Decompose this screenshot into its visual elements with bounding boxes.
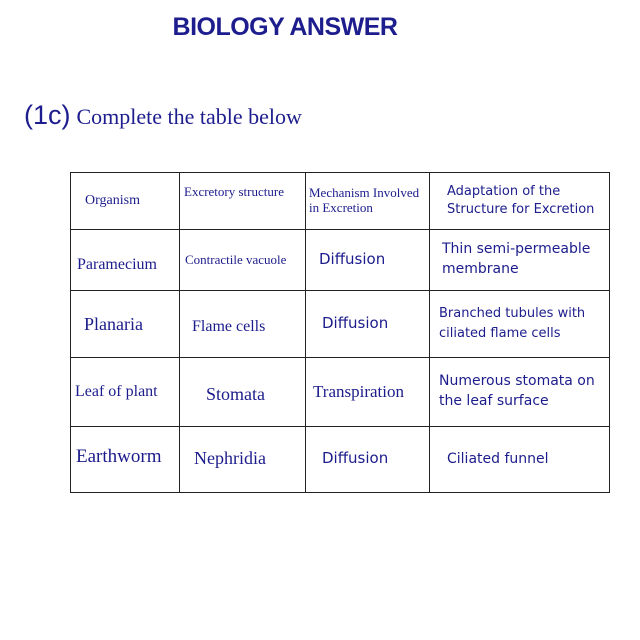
- table-cell: [180, 358, 306, 427]
- mechanism-cell: Diffusion: [322, 449, 389, 467]
- table-cell: [430, 230, 610, 291]
- table-row: [71, 230, 610, 291]
- table-row: [71, 358, 610, 427]
- table-row: [71, 427, 610, 493]
- structure-cell: Contractile vacuole: [185, 251, 287, 267]
- header-organism: Organism: [85, 192, 140, 208]
- table-cell: [180, 230, 306, 291]
- mechanism-cell: Diffusion: [322, 314, 389, 333]
- organism-cell: Leaf of plant: [75, 382, 158, 400]
- table-cell: [306, 358, 430, 427]
- header-cell: [180, 173, 306, 230]
- table-cell: [71, 291, 180, 358]
- header-cell: [71, 173, 180, 230]
- question-heading: [24, 100, 302, 131]
- organism-cell: Earthworm: [76, 446, 162, 467]
- table-cell: [71, 427, 180, 493]
- question-number: (1c): [24, 100, 71, 130]
- adaptation-cell: Thin semi-permeable membrane: [442, 241, 591, 277]
- mechanism-cell: Diffusion: [319, 250, 386, 269]
- header-cell: [306, 173, 430, 230]
- table-header-row: [71, 173, 610, 230]
- page-title: BIOLOGY ANSWER: [172, 13, 398, 41]
- header-mechanism: Mechanism Involved in Excretion: [309, 185, 420, 215]
- table-cell: [430, 427, 610, 493]
- table-cell: [306, 427, 430, 493]
- organism-cell: Paramecium: [77, 255, 157, 273]
- table-cell: [306, 291, 430, 358]
- table-cell: [430, 358, 610, 427]
- table-cell: [430, 291, 610, 358]
- table-cell: [71, 358, 180, 427]
- structure-cell: Nephridia: [194, 448, 266, 468]
- header-adaptation: Adaptation of the Structure for Excretion: [447, 184, 595, 217]
- table-cell: [180, 427, 306, 493]
- question-text: Complete the table below: [76, 104, 302, 129]
- header-excretory-structure: Excretory structure: [184, 184, 284, 199]
- table-row: [71, 291, 610, 358]
- adaptation-cell: Branched tubules with ciliated flame cells: [439, 305, 586, 341]
- structure-cell: Flame cells: [192, 317, 266, 335]
- table-cell: [306, 230, 430, 291]
- mechanism-cell: Transpiration: [313, 382, 404, 402]
- organism-cell: Planaria: [84, 313, 143, 334]
- adaptation-cell: Numerous stomata on the leaf surface: [439, 373, 595, 409]
- excretion-table: [70, 172, 610, 493]
- header-cell: [430, 173, 610, 230]
- table-cell: [71, 230, 180, 291]
- structure-cell: Stomata: [206, 383, 265, 404]
- adaptation-cell: Ciliated funnel: [447, 451, 549, 467]
- table-cell: [180, 291, 306, 358]
